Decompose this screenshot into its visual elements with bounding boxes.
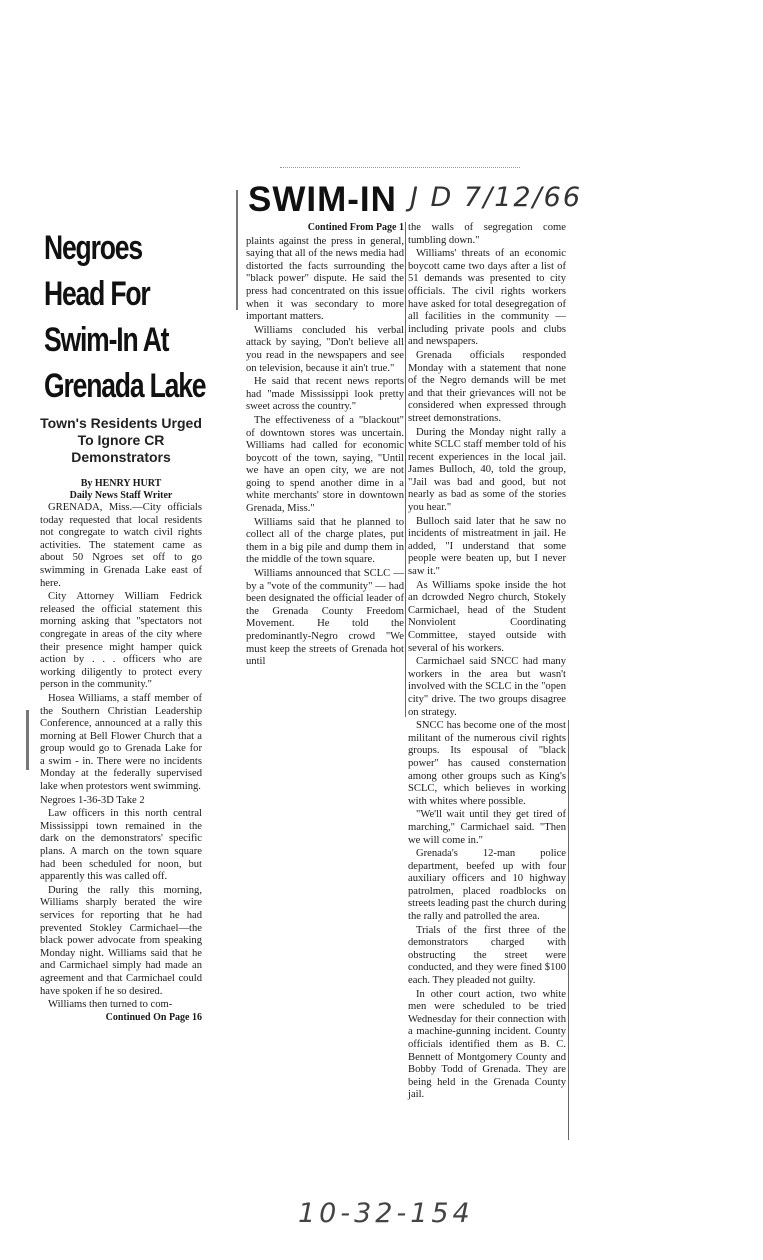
paragraph: "We'll wait until they get tired of marching," Carmichael said. "Then we will come in." xyxy=(408,809,566,846)
article-column-2 xyxy=(246,222,404,669)
continued-from: Contined From Page 1 xyxy=(307,222,404,233)
paragraph: In other court action, two white men were scheduled to be tried Wednesday for their connection with a machine-gunning incident. County officials identified them as B. C. Bennett of Montgomery County and Bobby Todd of Grenada. They are being held in the Grenada County jail. xyxy=(408,988,566,1101)
paragraph: During the rally this morning, Williams sharply berated the wire services for reporting that he had prevented Stokley Carmichael—the black power advocate from speaking Monday night. Williams said that he and Carmichael simply had made an agreement and that Carmichael could have spoken if he so desired. xyxy=(40,884,202,997)
paragraph: Carmichael said SNCC had many workers in the area but wasn't involved with the SCLC in the "open city" drive. The two groups disagree on strategy. xyxy=(408,656,566,718)
slug-line: Negroes 1-36-3D Take 2 xyxy=(40,794,145,806)
paragraph: Grenada officials responded Monday with a statement that none of the Negro demands will be met and that their grievances will not be considered when expressed through street demonstrations. xyxy=(408,349,566,424)
paragraph: Grenada's 12-man police department, beefed up with four auxiliary officers and 10 highway patrolmen, placed roadblocks on streets leading past the church during the rally and patrolled the area. xyxy=(408,848,566,923)
paragraph: Williams then turned to com- xyxy=(48,999,173,1011)
margin-mark xyxy=(236,190,238,310)
paragraph: Williams' threats of an economic boycott came two days after a list of 51 demands was presented to city officials. The civil rights workers have asked for total desegregation of all facilities in the community — including private pools and clubs and newspapers. xyxy=(408,248,566,348)
paragraph: Law officers in this north central Mississippi town remained in the dark on the demonstrators' specific plans. A march on the town square had been scheduled for noon, but apparently this was called off. xyxy=(40,808,202,883)
article-title: SWIM-IN xyxy=(248,180,397,219)
paragraph: Williams announced that SCLC — by a "vote of the community" — had been designated the official leader of the Grenada County Freedom Movement. He told the predominantly-Negro crowd "We must keep the streets of Grenada hot until xyxy=(246,568,404,668)
paragraph: During the Monday night rally a white SCLC staff member told of his recent experiences in the local jail. James Bulloch, 40, told the group, "Jail was bad and good, but not nearly as bad as some of the stories you hear." xyxy=(408,426,566,514)
paragraph: As Williams spoke inside the hot an dcrowded Negro church, Stokely Carmichael, head of the Student Nonviolent Coordinating Committee, stayed outside with several of his workers. xyxy=(408,579,566,654)
paragraph: GRENADA, Miss.—City officials today requested that local residents not congregate to watch civil rights activities. The statement came as about 50 Ngroes set off to go swimming in Grenada Lake east of here. xyxy=(40,502,202,589)
paragraph: Williams said that he planned to collect all of the charge plates, put them in a big pile and dump them in the middle of the town square. xyxy=(246,516,404,566)
paragraph: SNCC has become one of the most militant of the numerous civil rights groups. Its espousal of "black power" has caused consternation among other groups such as King's SCLC, which believes in working with whites where possible. xyxy=(408,720,566,807)
document-number: 10-32-154 xyxy=(298,1198,474,1229)
paragraph: City Attorney William Fedrick released the official statement this morning asking that "spectators not congregate in areas of the city where their presence might hamper quick action by . . . officers who are working diligently to protect every person in the community." xyxy=(40,591,202,691)
paragraph: The effectiveness of a "blackout" of downtown stores was uncertain. Williams had called for economic boycott of the town, saying, "Until we have an open city, we are not going to spend another dime in a white merchants' store in downtown Grenada, Miss." xyxy=(246,414,404,515)
paragraph: Trials of the first three of the demonstrators charged with obstructing the street were conducted, and they were fined $100 each. They pleaded not guilty. xyxy=(408,924,566,987)
paragraph: Bulloch said later that he saw no incidents of mistreatment in jail. He added, "I understand that some people were beaten up, but I never saw it." xyxy=(408,515,566,578)
left-article xyxy=(40,225,206,1024)
column-rule xyxy=(405,222,406,717)
handwritten-date: J D 7/12/66 xyxy=(410,182,583,213)
paragraph: Williams concluded his verbal attack by saying, "Don't believe all you read in the newspapers and see on television, because it ain't true." xyxy=(246,324,404,374)
paragraph: plaints against the press in general, saying that all of the news media had distorted the facts surrounding the "black power" dispute. He said the press had concentrated on this issue when it was secondary to more important matters. xyxy=(246,235,404,323)
subhead: Town's Residents Urged To Ignore CR Demonstrators xyxy=(40,415,202,465)
jump-line: Continued On Page 16 xyxy=(105,1011,202,1023)
headline: Negroes Head For Swim-In At Grenada Lake xyxy=(44,229,206,405)
top-rule xyxy=(280,167,520,168)
byline-role: Daily News Staff Writer xyxy=(69,490,173,501)
byline: By HENRY HURT xyxy=(80,478,162,489)
paragraph: the walls of segregation come tumbling down." xyxy=(408,222,566,246)
margin-mark xyxy=(26,710,29,770)
paragraph: He said that recent news reports had "made Mississippi look pretty sweet across the country." xyxy=(246,376,404,413)
article-column-3 xyxy=(408,222,566,1102)
paragraph: Hosea Williams, a staff member of the Southern Christian Leadership Conference, announced at a rally this morning at Bell Flower Church that a group would go to Grenada Lake for a swim - in. There were no incidents Monday at the federally supervised lake when protestors went swimming. xyxy=(40,692,202,793)
column-rule xyxy=(568,720,569,1140)
